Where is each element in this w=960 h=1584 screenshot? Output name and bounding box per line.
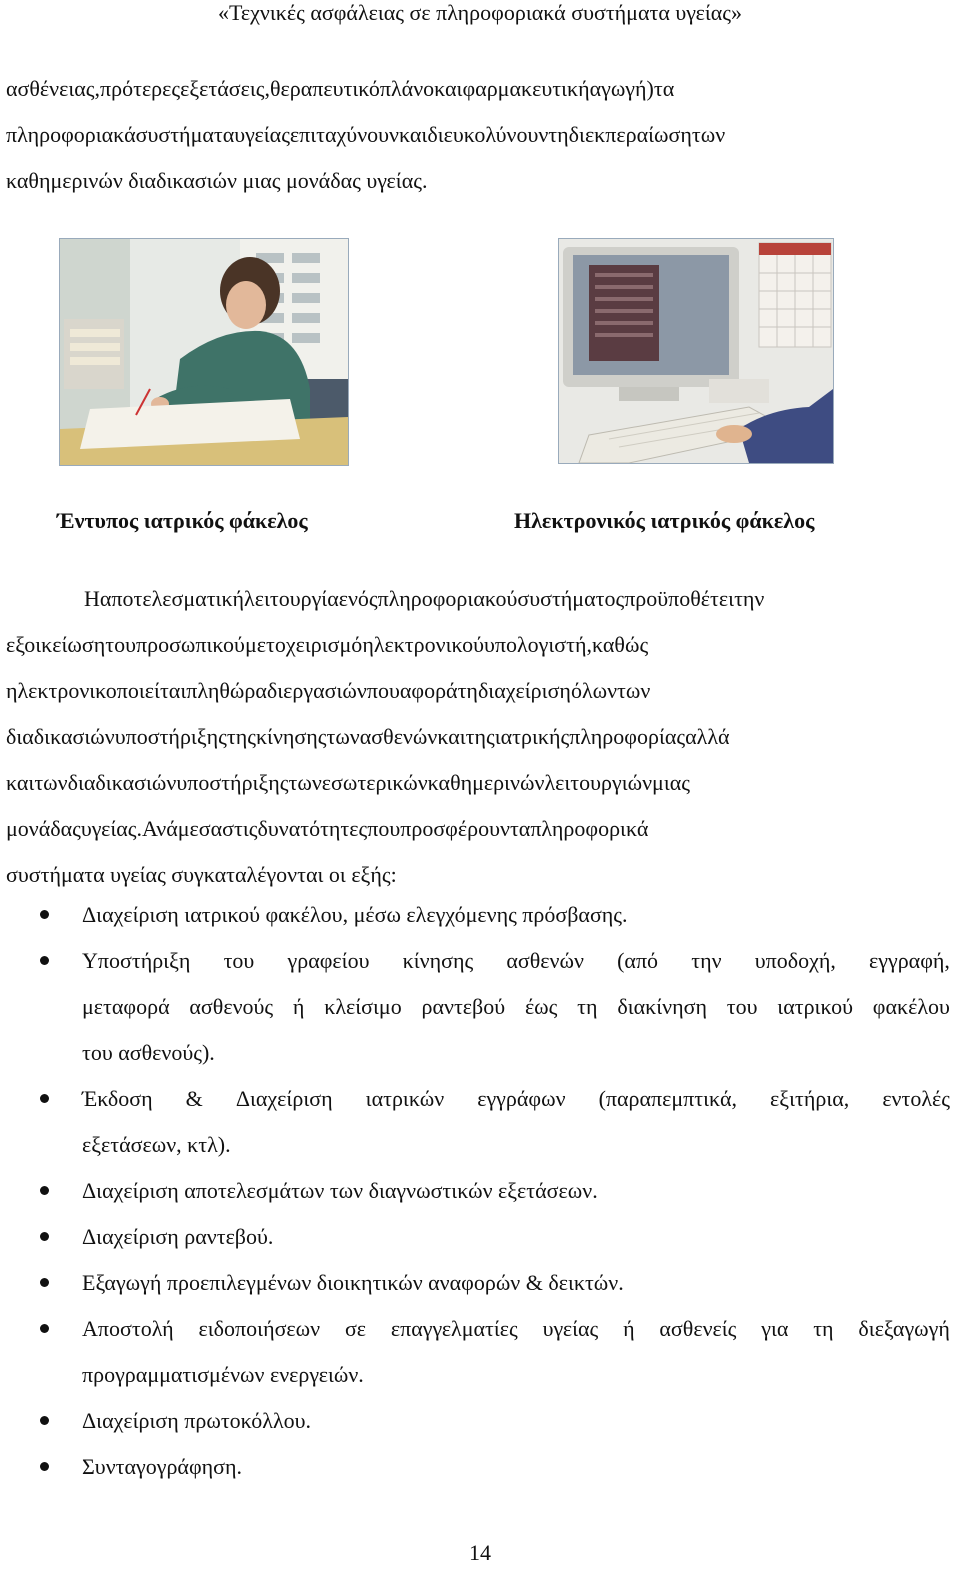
word: πλάνο	[379, 76, 435, 101]
list-item	[0, 892, 950, 938]
word: Ανάμεσα	[142, 816, 223, 841]
word: κίνησης	[255, 724, 327, 749]
right-figure-caption: Ηλεκτρονικός ιατρικός φάκελος	[514, 508, 815, 533]
word: εσωτερικών	[321, 770, 428, 795]
list-item-text: Διαχείριση ραντεβού.	[82, 1224, 274, 1249]
word: για	[761, 1316, 789, 1341]
word: διακίνηση	[617, 994, 707, 1019]
word: πληθώρα	[186, 678, 267, 703]
word: ιατρικών	[365, 1086, 445, 1111]
word: πληροφοριακά	[6, 122, 136, 147]
word: διαδικασιών	[6, 724, 115, 749]
paragraph-line	[6, 112, 950, 158]
word: καθώς	[592, 632, 649, 657]
word: ή	[292, 994, 305, 1019]
word: και	[434, 76, 463, 101]
bullet-icon	[40, 1186, 49, 1195]
word: υποδοχή,	[754, 948, 836, 973]
word: τα	[509, 816, 531, 841]
word: μεταφορά	[82, 994, 170, 1019]
word: έως	[524, 994, 558, 1019]
word: στις	[222, 816, 258, 841]
word: ηλεκτρονικοποιείται	[6, 678, 187, 703]
word: σε	[344, 1316, 367, 1341]
word: χειρισμό	[285, 632, 363, 657]
word: λειτουργία	[244, 586, 339, 611]
word: ενός	[338, 586, 378, 611]
word: κλείσιμο	[324, 994, 402, 1019]
word: προσφέρουν	[400, 816, 510, 841]
bullet-icon	[40, 1232, 49, 1241]
paragraph-line	[6, 714, 950, 760]
word: υγείας	[542, 1316, 599, 1341]
word: των	[34, 770, 68, 795]
list-item-text: Διαχείριση ιατρικού φακέλου, μέσω ελεγχόμενης πρόσβασης.	[82, 902, 628, 927]
list-item	[0, 1214, 950, 1260]
word: υπολογιστή,	[484, 632, 593, 657]
word: (από	[617, 948, 659, 973]
word: ασθενών	[506, 948, 584, 973]
paragraph-line: καθημερινών διαδικασιών μιας μονάδας υγείας.	[6, 168, 428, 193]
left-figure-caption: Έντυπος ιατρικός φάκελος	[57, 508, 308, 533]
word: συστήματα	[135, 122, 235, 147]
word: ασθενών	[359, 724, 438, 749]
word: επαγγελματίες	[390, 1316, 518, 1341]
word: υγείας.	[80, 816, 143, 841]
word: κίνησης	[402, 948, 474, 973]
list-item	[0, 1306, 950, 1398]
word: όλων	[570, 678, 618, 703]
word: του	[105, 632, 136, 657]
word: τη	[577, 994, 598, 1019]
word: ιατρικής	[494, 724, 570, 749]
paragraph-line: συστήματα υγείας συγκαταλέγονται οι εξής:	[6, 862, 397, 887]
word: επιταχύνουν	[289, 122, 399, 147]
word: προσωπικού	[135, 632, 245, 657]
paragraph-line	[6, 66, 950, 112]
word: εντολές	[882, 1086, 950, 1111]
word: πρότερες	[100, 76, 181, 101]
list-item	[0, 1076, 950, 1168]
word: με	[244, 632, 266, 657]
word: πληροφορικά	[530, 816, 649, 841]
word: φακέλου	[872, 994, 950, 1019]
word: Έκδοση	[82, 1086, 153, 1111]
word: και	[398, 122, 428, 147]
word: διευκολύνουν	[427, 122, 549, 147]
electronic-record-photo	[558, 238, 834, 464]
bullet-icon	[40, 1278, 49, 1287]
word: το	[265, 632, 286, 657]
list-item-text	[82, 984, 950, 1030]
paragraph-line	[6, 622, 950, 668]
list-item-text	[82, 1076, 950, 1122]
word: υποστήριξης	[114, 724, 227, 749]
list-item-text: Διαχείριση πρωτοκόλλου.	[82, 1408, 312, 1433]
word: της	[226, 724, 256, 749]
list-item-text	[82, 938, 950, 984]
word: την	[734, 586, 765, 611]
word: Αποστολή	[82, 1316, 174, 1341]
paragraph-line	[6, 576, 950, 622]
list-item-text: Εξαγωγή προεπιλεγμένων διοικητικών αναφορών & δεικτών.	[82, 1270, 624, 1295]
word: ασθενούς	[189, 994, 274, 1019]
word: της	[465, 724, 495, 749]
word: συστήματος	[517, 586, 625, 611]
list-item	[0, 1168, 950, 1214]
word: τη	[457, 678, 478, 703]
paragraph-line	[6, 760, 950, 806]
intro-paragraph	[6, 66, 950, 204]
list-item-text: Διαχείριση αποτελεσμάτων των διαγνωστικών εξετάσεων.	[82, 1178, 598, 1203]
word: ειδοποιήσεων	[198, 1316, 321, 1341]
list-item	[0, 1398, 950, 1444]
word: υγείας	[234, 122, 290, 147]
word: διεργασιών	[266, 678, 367, 703]
word: του	[726, 994, 758, 1019]
main-paragraph	[6, 576, 950, 898]
word: τα	[653, 76, 675, 101]
word: των	[326, 724, 360, 749]
word: που	[366, 678, 400, 703]
word: του	[223, 948, 255, 973]
word: λειτουργιών	[544, 770, 653, 795]
word: (παραπεμπτικά,	[598, 1086, 737, 1111]
bullet-icon	[40, 910, 49, 919]
word: που	[367, 816, 401, 841]
word: διεκπεραίωση	[568, 122, 692, 147]
capabilities-list	[0, 892, 960, 1490]
word: αλλά	[685, 724, 730, 749]
word: ασθενείς	[659, 1316, 737, 1341]
word: τη	[548, 122, 569, 147]
word: γραφείου	[287, 948, 370, 973]
paragraph-line	[6, 806, 950, 852]
list-item-text: του ασθενούς).	[82, 1040, 215, 1065]
word: και	[6, 770, 35, 795]
bullet-icon	[40, 1462, 49, 1471]
word: ιατρικού	[777, 994, 853, 1019]
word: πληροφοριακού	[377, 586, 518, 611]
bullet-icon	[40, 956, 49, 965]
list-item	[0, 1260, 950, 1306]
list-item-text: εξετάσεων, κτλ).	[82, 1132, 231, 1157]
word: μιας	[652, 770, 690, 795]
word: την	[691, 948, 722, 973]
word: πληροφορίας	[569, 724, 686, 749]
word: των	[288, 770, 322, 795]
bullet-icon	[40, 1094, 49, 1103]
word: μονάδας	[6, 816, 81, 841]
word: τη	[813, 1316, 834, 1341]
word: ραντεβού	[421, 994, 506, 1019]
word: εγγράφων	[477, 1086, 566, 1111]
word: και	[437, 724, 466, 749]
bullet-icon	[40, 1324, 49, 1333]
word: Υποστήριξη	[82, 948, 191, 973]
word: εξιτήρια,	[770, 1086, 850, 1111]
word: Διαχείριση	[235, 1086, 333, 1111]
word: των	[691, 122, 726, 147]
word: φαρμακευτική	[462, 76, 590, 101]
word: ή	[623, 1316, 635, 1341]
word: εγγραφή,	[869, 948, 950, 973]
word: ηλεκτρονικού	[362, 632, 484, 657]
word: &	[185, 1086, 203, 1111]
word: δυνατότητες	[257, 816, 368, 841]
word: θεραπευτικό	[270, 76, 380, 101]
list-item	[0, 938, 950, 1076]
word: εξετάσεις,	[180, 76, 270, 101]
word: καθημερινών	[427, 770, 545, 795]
page-header: «Τεχνικές ασφάλειας σε πληροφοριακά συστήματα υγείας»	[218, 0, 742, 25]
bullet-icon	[40, 1416, 49, 1425]
word: αποτελεσματική	[99, 586, 245, 611]
word: Η	[84, 586, 100, 611]
word: διαδικασιών	[67, 770, 177, 795]
word: υποστήριξης	[176, 770, 289, 795]
paragraph-line	[6, 668, 950, 714]
list-item-text: Συνταγογράφηση.	[82, 1454, 243, 1479]
paper-record-photo	[59, 238, 349, 466]
list-item-text: προγραμματισμένων ενεργειών.	[82, 1362, 364, 1387]
page-number: 14	[469, 1540, 491, 1565]
word: διαχείριση	[477, 678, 571, 703]
list-item-text	[82, 1306, 950, 1352]
word: προϋποθέτει	[624, 586, 735, 611]
word: αφορά	[399, 678, 458, 703]
word: των	[617, 678, 651, 703]
word: αγωγή)	[589, 76, 654, 101]
word: ασθένειας,	[6, 76, 101, 101]
word: διεξαγωγή	[858, 1316, 950, 1341]
list-item	[0, 1444, 950, 1490]
word: εξοικείωση	[6, 632, 106, 657]
